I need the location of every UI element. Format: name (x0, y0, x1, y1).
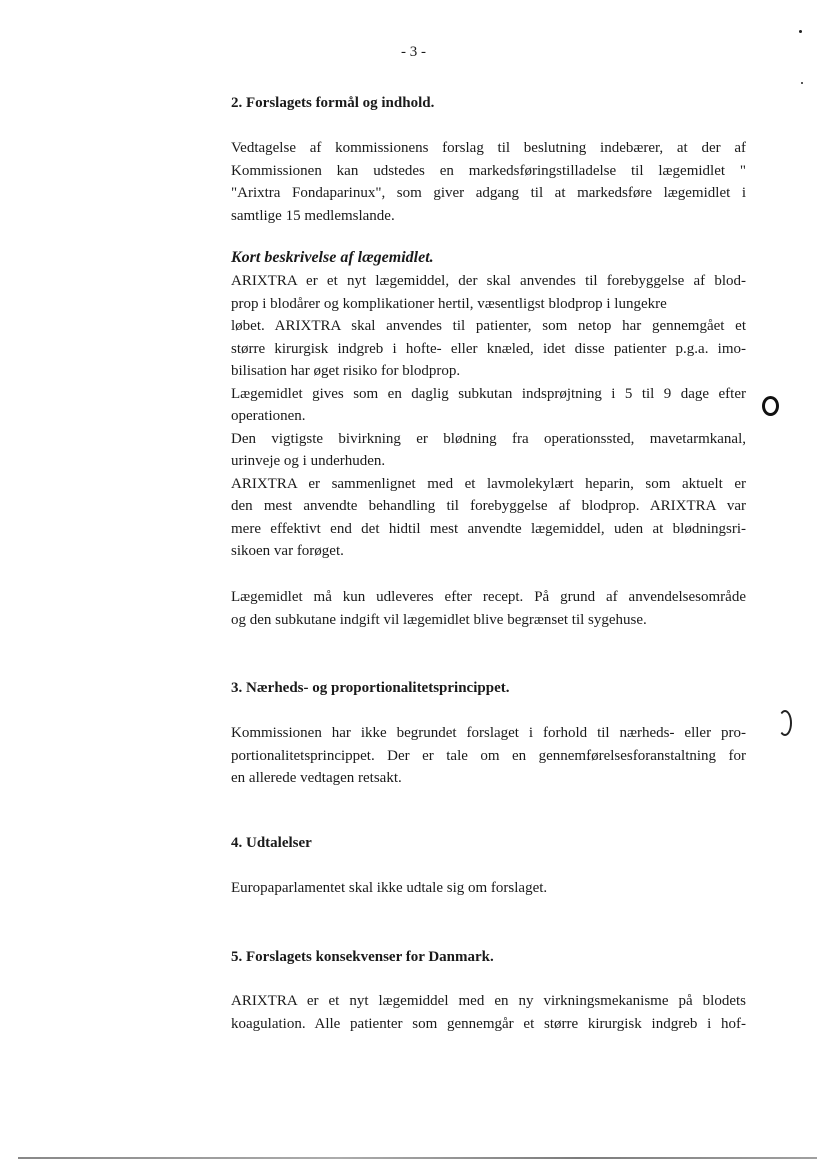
text-line: mere effektivt end det hidtil mest anvendte lægemiddel, uden at blødningsri- (231, 520, 746, 537)
section-5-paragraph (231, 990, 746, 1035)
text-line: Vedtagelse af kommissionens forslag til beslutning indebærer, at der af (231, 140, 746, 156)
text-line: Europaparlamentet skal ikke udtale sig om forslaget. (231, 880, 548, 896)
text-line: samtlige 15 medlemslande. (231, 207, 395, 224)
text-line: sikoen var forøget. (231, 543, 344, 559)
section-4-heading: 4. Udtalelser (231, 835, 312, 851)
binder-hole-icon (762, 396, 779, 416)
text-line: bilisation har øget risiko for blodprop. (231, 363, 461, 379)
text-line: en allerede vedtagen retsakt. (231, 770, 402, 786)
text-line: koagulation. Alle patienter som gennemgår et større kirurgisk indgreb i hof- (231, 1015, 746, 1032)
text-line: operationen. (231, 408, 306, 424)
text-line: Lægemidlet må kun udleveres efter recept. På grund af anvendelsesområde (231, 589, 746, 605)
page-bottom-edge (18, 1157, 817, 1159)
text-line: ARIXTRA er et nyt lægemiddel, der skal anvendes til forebyggelse af blod- (231, 273, 746, 289)
text-line: "Arixtra Fondaparinux", som giver adgang til at markedsføre lægemidlet i (231, 185, 746, 201)
text-line: større kirurgisk indgreb i hofte- eller knæled, idet disse patienter p.g.a. imo- (231, 340, 746, 357)
section-2-heading: 2. Forslagets formål og indhold. (231, 95, 435, 111)
text-line: urinveje og i underhuden. (231, 453, 386, 469)
text-line: prop i blodårer og komplikationer hertil, væsentligst blodprop i lungekre (231, 295, 667, 312)
section-3-heading: 3. Nærheds- og proportionalitetsprincippet. (231, 680, 510, 696)
text-line: Kommissionen har ikke begrundet forslaget i forhold til nærheds- eller pro- (231, 725, 746, 741)
section-3-paragraph (231, 722, 746, 790)
text-line: løbet. ARIXTRA skal anvendes til patienter, som netop har gennemgået et (231, 318, 746, 334)
text-line: Den vigtigste bivirkning er blødning fra operationssted, mavetarmkanal, (231, 430, 746, 447)
scan-speck-icon (801, 82, 803, 84)
section-2-paragraph-3 (231, 586, 746, 631)
page-number: - 3 - (401, 44, 426, 60)
text-line: Kommissionen kan udstedes en markedsføringstilladelse til lægemidlet " (231, 162, 746, 179)
scan-speck-icon (799, 30, 802, 33)
text-line: ARIXTRA er sammenlignet med et lavmolekylært heparin, som aktuelt er (231, 475, 746, 492)
section-2-paragraph-2 (231, 270, 746, 563)
section-5-heading: 5. Forslagets konsekvenser for Danmark. (231, 949, 494, 965)
text-line: og den subkutane indgift vil lægemidlet blive begrænset til sygehuse. (231, 611, 647, 628)
binder-hole-partial-icon (778, 710, 792, 736)
text-line: portionalitetsprincippet. Der er tale om en gennemførelsesforanstaltning for (231, 747, 746, 764)
text-line: den mest anvendte behandling til forebyggelse af blodprop. ARIXTRA var (231, 498, 746, 514)
text-line: Lægemidlet gives som en daglig subkutan indsprøjtning i 5 til 9 dage efter (231, 385, 746, 402)
section-4-paragraph (231, 877, 746, 900)
section-2-paragraph-1 (231, 137, 746, 227)
text-line: ARIXTRA er et nyt lægemiddel med en ny virkningsmekanisme på blodets (231, 993, 746, 1009)
section-2-subheading: Kort beskrivelse af lægemidlet. (231, 249, 434, 266)
